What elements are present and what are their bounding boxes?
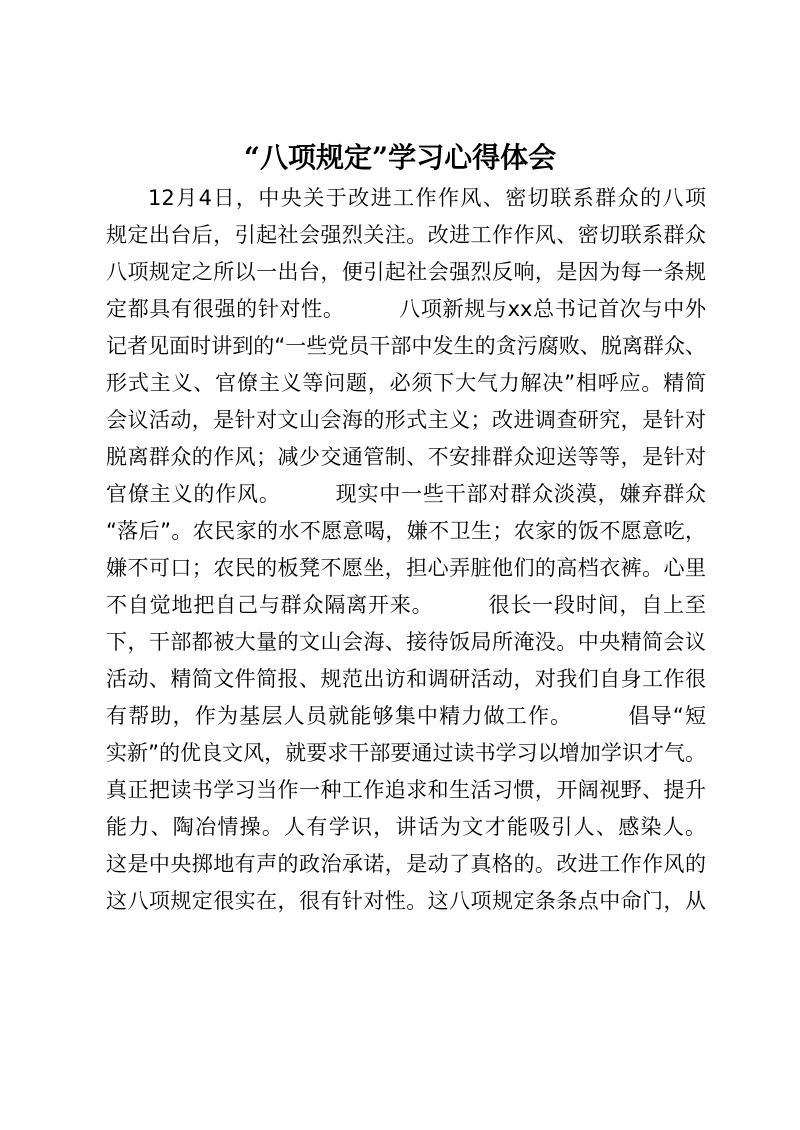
document-title: “八项规定”学习心得体会	[243, 141, 557, 174]
body-line: 脱离群众的作风；减少交通管制、不安排群众迎送等等，是针对	[106, 445, 706, 469]
body-line: 活动、精简文件简报、规范出访和调研活动，对我们自身工作很	[106, 667, 706, 691]
body-line: 有帮助，作为基层人员就能够集中精力做工作。 倡导“短	[106, 704, 706, 728]
body-line: 实新”的优良文风，就要求干部要通过读书学习以增加学识才气。	[106, 741, 706, 765]
body-line: 八项规定之所以一出台，便引起社会强烈反响，是因为每一条规	[106, 260, 706, 284]
body-line: 下，干部都被大量的文山会海、接待饭局所淹没。中央精简会议	[106, 630, 706, 654]
body-line: 嫌不可口；农民的板凳不愿坐，担心弄脏他们的高档衣裤。心里	[106, 556, 706, 580]
document-body	[106, 180, 706, 920]
body-line: 能力、陶冶情操。人有学识，讲话为文才能吸引人、感染人。	[106, 815, 706, 839]
body-line: “落后”。农民家的水不愿意喝，嫌不卫生；农家的饭不愿意吃，	[106, 519, 706, 543]
body-line: 这是中央掷地有声的政治承诺，是动了真格的。改进工作作风的	[106, 852, 706, 876]
body-line: 真正把读书学习当作一种工作追求和生活习惯，开阔视野、提升	[106, 778, 706, 802]
body-line: 会议活动，是针对文山会海的形式主义；改进调查研究，是针对	[106, 408, 706, 432]
body-line: 记者见面时讲到的“一些党员干部中发生的贪污腐败、脱离群众、	[106, 334, 706, 358]
body-line: 这八项规定很实在，很有针对性。这八项规定条条点中命门，从	[106, 889, 706, 913]
body-line: 不自觉地把自己与群众隔离开来。 很长一段时间，自上至	[106, 593, 706, 617]
body-line: 官僚主义的作风。 现实中一些干部对群众淡漠，嫌弃群众	[106, 482, 706, 506]
body-line: 规定出台后，引起社会强烈关注。改进工作作风、密切联系群众	[106, 223, 706, 247]
body-line: 12月4日，中央关于改进工作作风、密切联系群众的八项	[148, 186, 706, 210]
body-line: 定都具有很强的针对性。 八项新规与xx总书记首次与中外	[106, 297, 706, 321]
body-line: 形式主义、官僚主义等问题，必须下大气力解决”相呼应。精简	[106, 371, 706, 395]
